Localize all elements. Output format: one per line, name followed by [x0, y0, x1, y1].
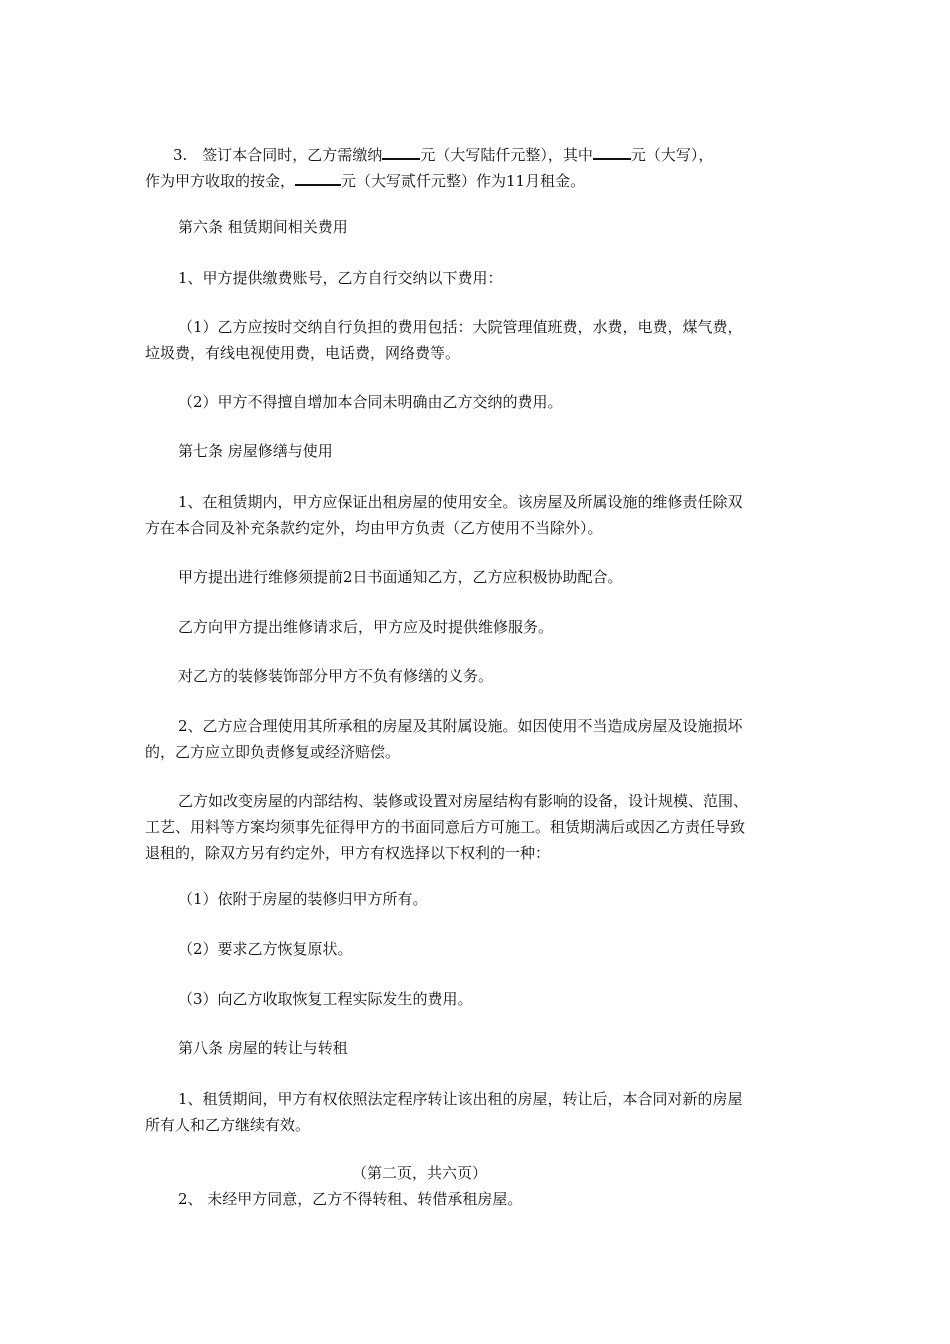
- article-7-option-3: （3）向乙方收取恢复工程实际发生的费用。: [178, 990, 473, 1008]
- article-7-clause-1: [145, 489, 810, 541]
- clause-3-text-a: 3. 签订本合同时，乙方需缴纳: [173, 146, 383, 164]
- article-6-heading: 第六条 租赁期间相关费用: [178, 218, 348, 236]
- article-8-heading: 第八条 房屋的转让与转租: [178, 1039, 348, 1057]
- article-7-clause-1-line-2: 方在本合同及补充条款约定外，均由甲方负责（乙方使用不当除外）。: [145, 519, 603, 537]
- page-footer: （第二页，共六页）: [352, 1164, 488, 1182]
- article-7-notice: 甲方提出进行维修须提前2日书面通知乙方，乙方应积极协助配合。: [178, 568, 623, 586]
- article-7-clause-1-line-1: 1、在租赁期内，甲方应保证出租房屋的使用安全。该房屋及所属设施的维修责任除双: [178, 493, 743, 511]
- article-7-clause-2-line-1: 2、乙方应合理使用其所承租的房屋及其附属设施。如因使用不当造成房屋及设施损坏: [178, 717, 743, 735]
- clause-3-text-c: 元（大写），: [630, 146, 714, 164]
- article-8-clause-1: [145, 1086, 810, 1138]
- article-6-clause-1: 1、甲方提供缴费账号，乙方自行交纳以下费用：: [178, 269, 503, 287]
- article-8-clause-2: 2、 未经甲方同意，乙方不得转租、转借承租房屋。: [178, 1190, 523, 1208]
- article-7-alteration-line-1: 乙方如改变房屋的内部结构、装修或设置对房屋结构有影响的设备，设计规模、范围、: [178, 792, 749, 810]
- article-7-decoration: 对乙方的装修装饰部分甲方不负有修缮的义务。: [178, 667, 494, 685]
- clause-3-text-b: 元（大写陆仟元整），其中: [420, 146, 593, 164]
- article-6-item-1-line-2: 垃圾费，有线电视使用费，电话费，网络费等。: [145, 344, 461, 362]
- article-7-request: 乙方向甲方提出维修请求后，甲方应及时提供维修服务。: [178, 618, 554, 636]
- clause-3-line-2: [145, 168, 810, 194]
- article-7-heading: 第七条 房屋修缮与使用: [178, 442, 333, 460]
- clause-3-text-d: 作为甲方收取的按金，: [145, 172, 296, 190]
- article-7-clause-2-line-2: 的，乙方应立即负责修复或经济赔偿。: [145, 743, 401, 761]
- article-7-alteration: [145, 788, 810, 866]
- clause-3-paragraph: [145, 142, 810, 194]
- article-7-option-1: （1）依附于房屋的装修归甲方所有。: [178, 890, 428, 908]
- article-7-alteration-line-2: 工艺、用料等方案均须事先征得甲方的书面同意后方可施工。租赁期满后或因乙方责任导致: [145, 818, 746, 836]
- article-7-option-2: （2）要求乙方恢复原状。: [178, 940, 353, 958]
- article-6-item-2: （2）甲方不得擅自增加本合同未明确由乙方交纳的费用。: [178, 393, 563, 411]
- clause-3-line-1: [145, 142, 810, 168]
- article-6-item-1: [145, 314, 810, 366]
- amount-blank-rent: [295, 170, 341, 186]
- amount-blank-total: [382, 144, 420, 160]
- article-6-item-1-line-1: （1）乙方应按时交纳自行负担的费用包括：大院管理值班费，水费，电费，煤气费，: [178, 318, 743, 336]
- article-7-clause-2: [145, 713, 810, 765]
- article-8-clause-1-line-1: 1、租赁期间，甲方有权依照法定程序转让该出租的房屋，转让后，本合同对新的房屋: [178, 1090, 743, 1108]
- clause-3-text-e: 元（大写贰仟元整）作为11月租金。: [341, 172, 586, 190]
- amount-blank-deposit: [593, 144, 631, 160]
- article-8-clause-1-line-2: 所有人和乙方继续有效。: [145, 1116, 311, 1134]
- article-7-alteration-line-3: 退租的，除双方另有约定外，甲方有权选择以下权利的一种：: [145, 844, 551, 862]
